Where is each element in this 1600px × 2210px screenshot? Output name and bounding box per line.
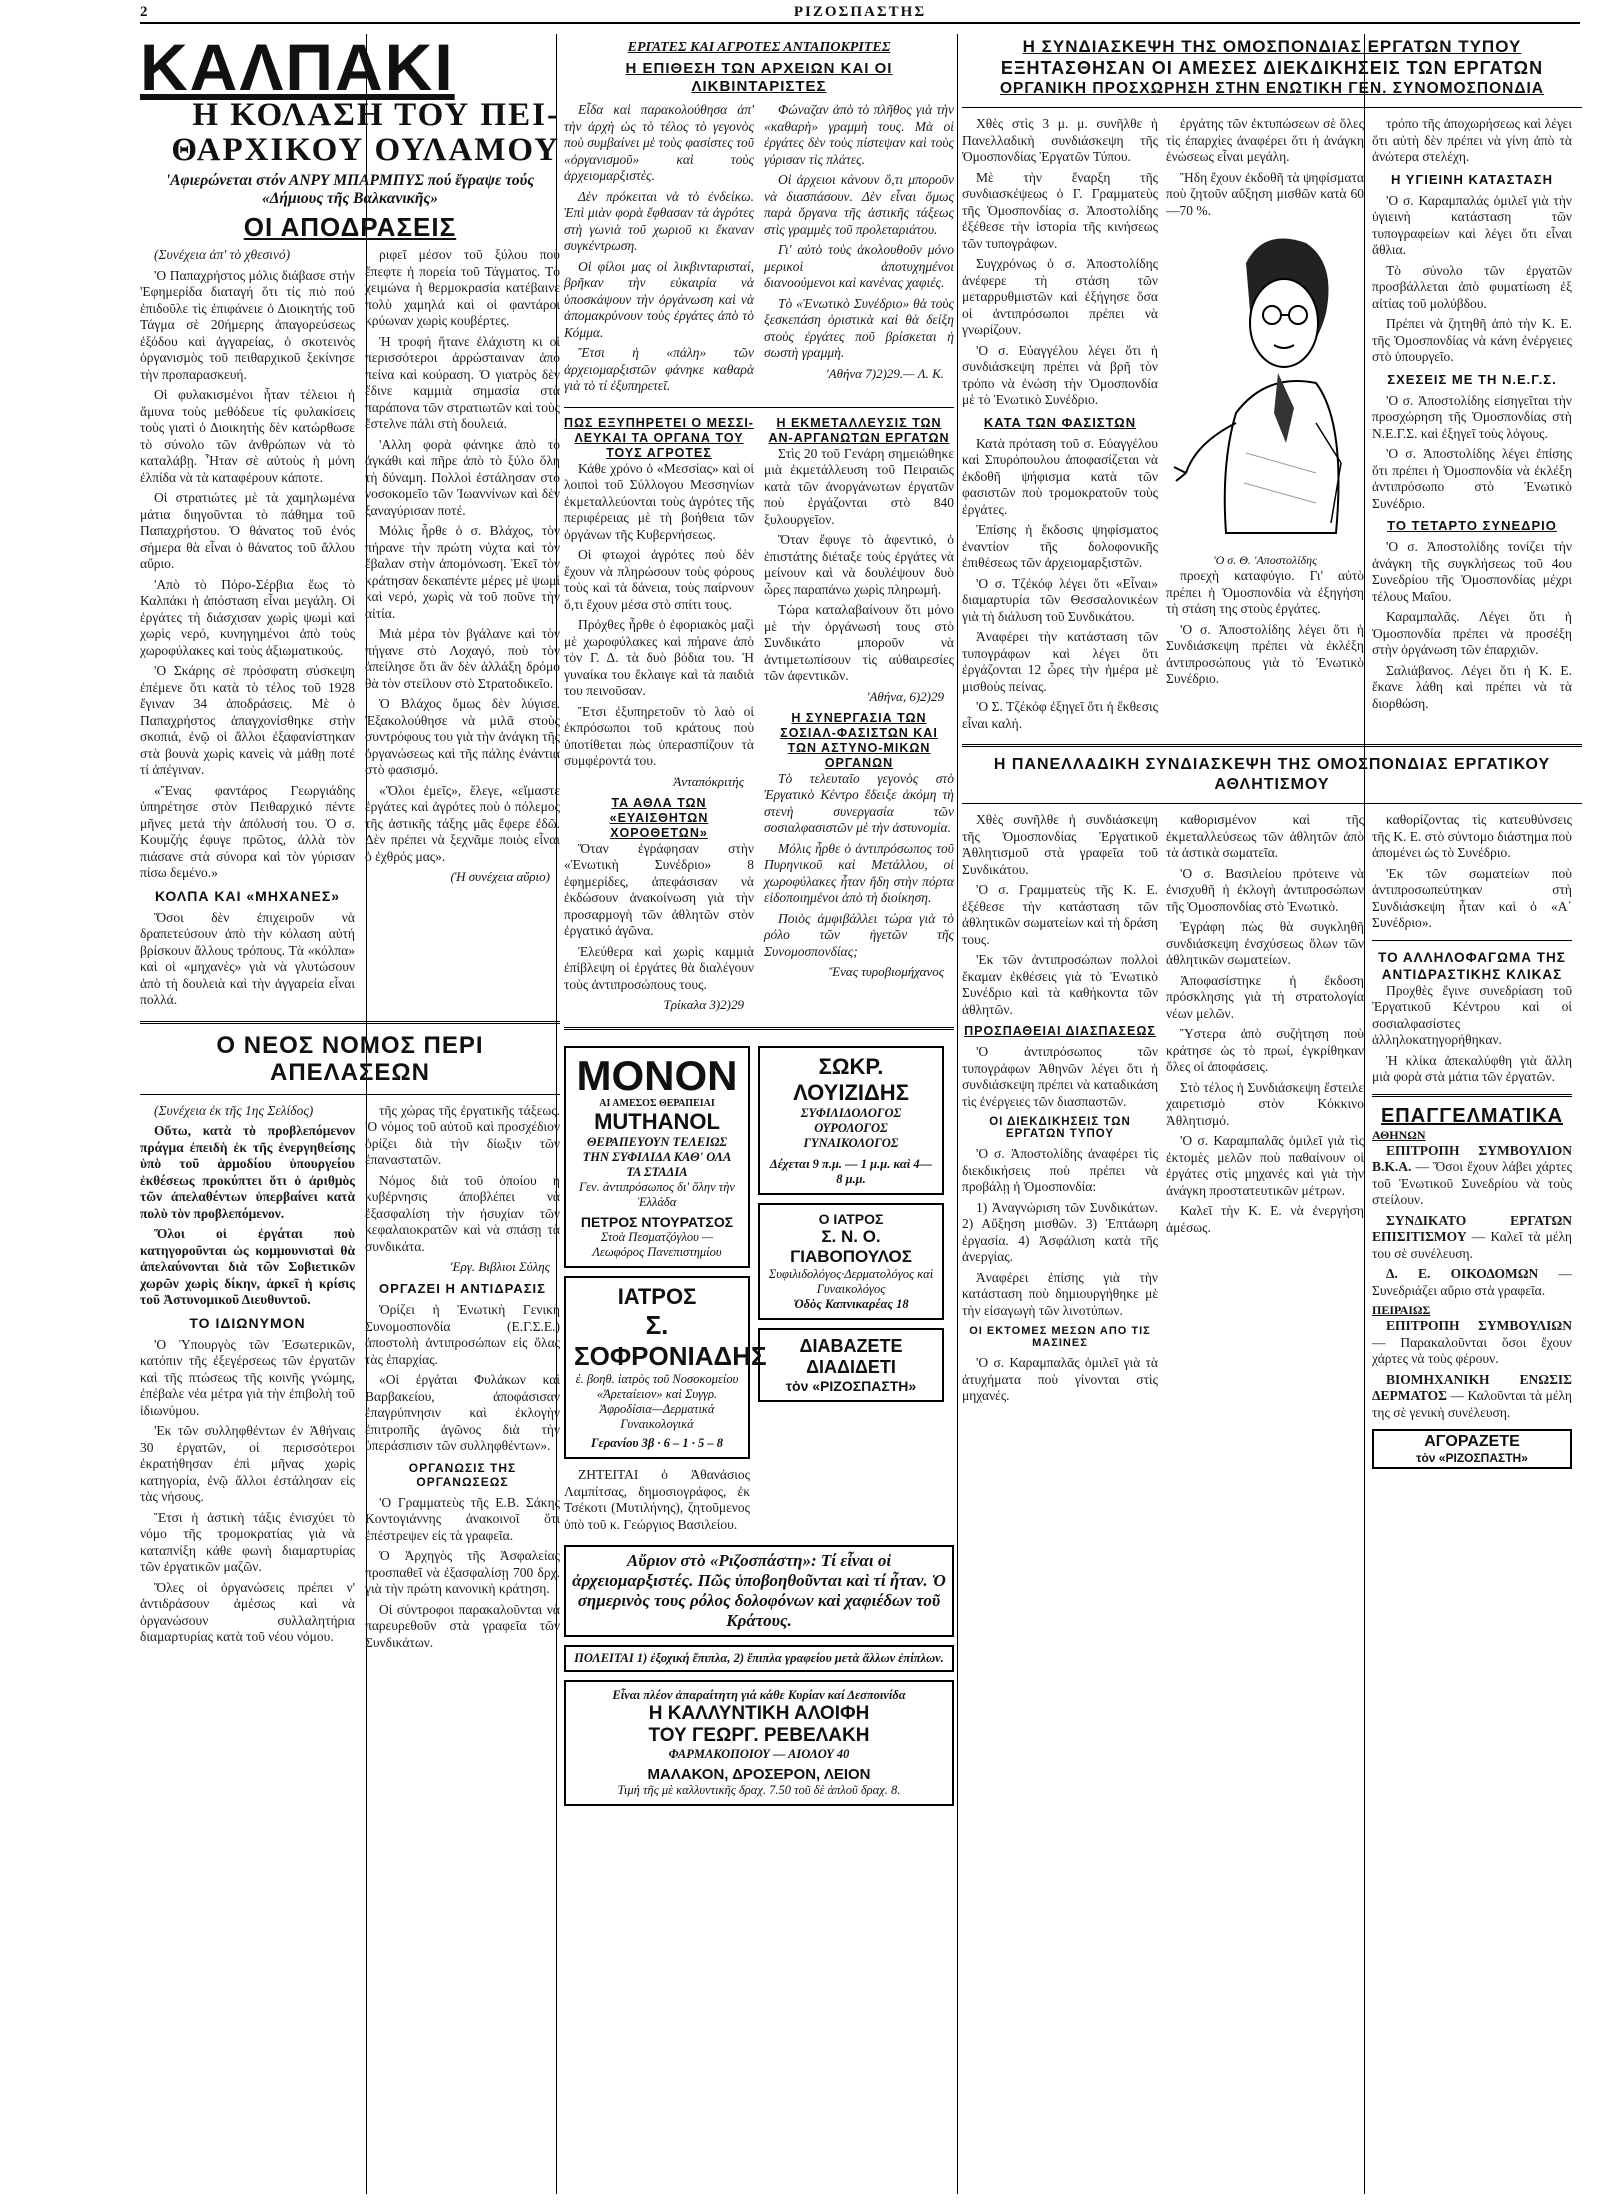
- pro-item-2: ΣΥΝΔΙΚΑΤΟ ΕΡΓΑΤΩΝ ΕΠΙΣΙΤΙΣΜΟΥ: [1372, 1212, 1572, 1244]
- ad-louizidis-hours: Δέχεται 9 π.μ. — 1 μ.μ. καὶ 4—8 μ.μ.: [769, 1157, 933, 1186]
- read-promo-1: ΔΙΑΒΑΖΕΤΕ: [799, 1336, 903, 1356]
- ad-louizidis-text: ΣΥΦΙΛΙΔΟΛΟΓΟΣ ΟΥΡΟΛΟΓΟΣ ΓΥΝΑΙΚΟΛΟΓΟΣ: [800, 1106, 902, 1150]
- ad-revelakis-sub: ΦΑΡΜΑΚΟΠΟΙΟΥ — ΑΙΟΛΟΥ 40: [668, 1747, 850, 1761]
- pro-item-3: Δ. Ε. ΟΙΚΟΔΟΜΩΝ: [1386, 1266, 1539, 1281]
- ad-revelakis-tag: ΜΑΛΑΚΟΝ, ΔΡΟΣΕΡΟΝ, ΛΕΙΟΝ: [647, 1766, 871, 1783]
- ads-subcol-right: [758, 1038, 944, 1537]
- serves-title: ΠΩΣ ΕΞΥΠΗΡΕΤΕΙ Ο ΜΕΣΣΙ-ΛΕΥΚΑΙ ΤΑ ΟΡΓΑΝΑ ΤΟΥ ΤΟΥΣ ΑΓΡΟΤΕΣ: [564, 415, 754, 460]
- portrait-cartoon: [1166, 223, 1362, 553]
- column-correspondents: [564, 36, 954, 2201]
- ad-muthanol-brand: MUTHANOL: [594, 1109, 720, 1134]
- dedication: 'Αφιερώνεται στόν ΑΝΡΥ ΜΠΑΡΜΠΥΣ πού ἔγραψε τούς «Δήμιους τῆς Βαλκανικῆς»: [165, 172, 535, 207]
- exploitation-title: Η ΕΚΜΕΤΑΛΛΕΥΣΙΣ ΤΩΝ ΑΝ-ΑΡΓΑΝΩΤΩΝ ΕΡΓΑΤΩΝ: [768, 415, 950, 445]
- continued-note: (Συνέχεια ἀπ' τὸ χθεσινό): [154, 247, 291, 262]
- ath-subcol-1: Χθὲς συνῆλθε ἡ συνδιάσκεψη τῆς Ὁμοσπονδίας Ἐργατικοῦ Ἀθλητισμοῦ στὰ γραφεῖα τοῦ Συνδικάτου. 'Ο σ. Γραμματεὺς τῆς Κ. Ε. ἐξέθεσε τὴν κατάσταση τῶν ἀθλητικῶν σωματείων καὶ τὴ δράση τους. 'Εκ τῶν ἀντιπροσώπων πολλοὶ ἔκαμαν ἐκθέσεις γιὰ τὸ Ἑνωτικὸ Συνέδριο καὶ τὰ καθήκοντα τῶν ἀθλητῶν. ΠΡΟΣΠΑΘΕΙΑΙ ΔΙΑΣΠΑΣΕΩΣ 'Ο ἀντιπρόσωπος τῶν τυπογράφων Ἀθηνῶν λέγει ὅτι ἡ συνδιάσκεψη πρέπει νὰ καταδικάση τὶς ἐνέργειες τῶν διασπαστῶν. ΟΙ ΔΙΕΚΔΙΚΗΣΕΙΣ ΤΩΝ ΕΡΓΑΤΩΝ ΤΥΠΟΥ 'Ο σ. Ἀποστολίδης ἀναφέρει τὶς διεκδικήσεις ποὺ πρέπει νὰ προβάλῃ ἡ Ὁμοσπονδία: 1) Ἀναγνώριση τῶν Συνδικάτων. 2) Αὔξηση μισθῶν. 3) Ἑπτάωρη ἐργασία. 4) Ἀσφάλιση κατὰ τῆς ἀνεργίας. Ἀναφέρει ἐπίσης γιὰ τὴν κατάσταση ποὺ δημιουργήθηκε μὲ τὴν εἰσαγωγὴ τῶν λινοτύπων. ΟΙ ΕΚΤΟΜΕΣ ΜΕΣΩΝ ΑΠΟ ΤΙΣ ΜΑΣΙΝΕΣ 'Ο σ. Καραμπαλᾶς ὁμιλεῖ γιὰ τὰ ἀτυχήματα ποὺ γίνονται στὶς μηχανές.: [962, 812, 1158, 1403]
- read-promo: [758, 1328, 944, 1402]
- to-be-continued: (Ἡ συνέχεια αὔριο): [450, 869, 550, 884]
- conf-subcol-1: Χθὲς στὶς 3 μ. μ. συνῆλθε ἡ Πανελλαδικὴ συνδιάσκεψη τῆς Ὁμοσπονδίας Ἐργατῶν Τύπου. Μὲ τὴν ἔναρξη τῆς συνδιασκέψεως ὁ Γ. Γραμματεὺς τῆς Ὁμοσπονδίας σ. Ἀποστολίδης ἐξέθεσε τὴν ἱστορία τῆς κινήσεως τῶν τυπογράφων. Συγχρόνως ὁ σ. Ἀποστολίδης ἀνέφερε τὴ στάση τῶν μεταρρυθμιστῶν καὶ ἐξήγησε ὅσα οἱ ἀντιπρόσωποι πρέπει νὰ γνωρίζουν. 'Ο σ. Εὐαγγέλου λέγει ὅτι ἡ συνδιάσκεψη πρέπει νὰ βρῆ τὸν τρόπο νὰ ἐνώση τὴν Ὁμοσπονδία μὲ τὸ Ἑνωτικὸ Συνέδριο. ΚΑΤΑ ΤΩΝ ΦΑΣΙΣΤΩΝ Κατὰ πρόταση τοῦ σ. Εὐαγγέλου καὶ Σπυρόπουλου ἀποφασίζεται νὰ ἐκδοθῆ ψήφισμα κατὰ τῶν φασιστῶν ποὺ τρομοκρατοῦν τοὺς ἐργάτες. Ἐπίσης ἡ ἔκδοσις ψηφίσματος ἐναντίον τῆς δολοφονικῆς ἐπιθέσεως τῶν ἀρχειομαρξιστῶν. 'Ο σ. Τζέκόφ λέγει ὅτι «Εἶναι» διαμαρτυρία τῶν Θεσσαλονικέων γιὰ τὴ διάλυση τοῦ Συνδικάτου. Ἀναφέρει τὴν κατάσταση τῶν τυπογράφων καὶ λέγει ὅτι ἐργάζονται 12 ὧρες τὴν ἡμέρα μὲ μισθοὺς πείνας. 'Ο Σ. Τζέκόφ ἐξηγεῖ ὅτι ἡ ἔκθεσις εἶναι καλή.: [962, 116, 1158, 731]
- law-subtitle: ΤΟ ΙΔΙΩΝΥΜΟΝ: [189, 1314, 306, 1331]
- kalpaki-subcol-right: ριφεῖ μέσον τοῦ ξύλου ποὺ ἔπεφτε ἡ πορεία τοῦ Τάγματος. Τὸ χειμώνα ἡ θερμοκρασία κατέβαινε πολὺ χαμηλά καὶ οἱ φαντάροι κρύωναν χωρὶς κουβέρτες. Ἡ τροφή ἤτανε ἐλάχιστη κι οἱ περισσότεροι ἀρρώσταιναν ἀπὸ πείνα καὶ κούραση. Ὁ γιατρὸς δὲν ἔδινε καμμιὰ σημασία στὰ παράπονα τῶν στρατιωτῶν καὶ τοὺς ἔστελνε πάλι στὴ δουλειά. 'Αλλη φορὰ φάνηκε ἀπὸ τὸ ἀγκάθι καὶ πῆρε ἀπὸ τὸ ξύλο ὅλη τὴ δύναμη. Πολλοὶ ἐστάλησαν στὸ νοσοκομεῖο τῶν Ἰωαννίνων καὶ δὲν ξαναγύρισαν ποτέ. Μόλις ἦρθε ὁ σ. Βλάχος, τὸν πήρανε τὴν πρώτη νύχτα καὶ τὸν ἔβαλαν στὴν ἀπομόνωση. Ἐκεῖ τὸν κράτησαν δεκαπέντε μέρες μὲ ψωμὶ καὶ νερό, χωρὶς νὰ τοῦ ποῦνε τὴν αἰτία. Μιὰ μέρα τὸν βγάλανε καὶ τὸν πήγανε στὸ Λοχαγό, ποὺ τὸν ἀπείλησε ὅτι ἂν δὲν ἀλλάξη δρόμο θὰ τὸν στείλουν στὸ Στρατοδικεῖο. Ὁ Βλάχος ὅμως δὲν λύγισε. Ἐξακολούθησε νὰ μιλᾶ στοὺς συντρόφους του γιὰ τὴν ἀνάγκη τῆς ὀργανώσεως καὶ τῆς πάλης ἐνάντια στὸ φασισμό. «Ὅλοι ἐμεῖς», ἔλεγε, «εἴμαστε ἐργάτες καὶ ἀγρότες ποὺ ὁ πόλεμος τῆς ἀστικῆς τάξης μᾶς ἔφερε ἐδῶ. Δὲν πρέπει νὰ ξεχνᾶμε ποιὸς εἶναι ὁ ἐχθρός μας». (Ἡ συνέχεια αὔριο): [365, 247, 560, 884]
- corr2-subcol-right: Η ΕΚΜΕΤΑΛΛΕΥΣΙΣ ΤΩΝ ΑΝ-ΑΡΓΑΝΩΤΩΝ ΕΡΓΑΤΩΝ Στὶς 20 τοῦ Γενάρη σημειώθηκε μιὰ ἐκμετάλλευση τοῦ Πειραιῶς κατὰ τῶν ἀνοργάνωτων ἐργατῶν ποὺ ἐργάζονται στὸ 840 ξυλουργεῖον. Ὅταν ἔφυγε τὸ ἀφεντικό, ὁ ἐπιστάτης διέταξε τοὺς ἐργάτες νὰ μείνουν καὶ νὰ δουλέψουν δυὸ ὧρες παραπάνω χωρὶς πληρωμή. Τώρα καταλαβαίνουν ὅτι μόνο μὲ τὴν ὀργάνωσή τους στὸ Συνδικάτο μποροῦν νὰ ἀντιμετωπίσουν τὶς αὐθαιρεσίες τῶν ἀφεντικῶν. 'Αθήνα, 6)2)29 Η ΣΥΝΕΡΓΑΣΙΑ ΤΩΝ ΣΟΣΙΑΛ-ΦΑΣΙΣΤΩΝ ΚΑΙ ΤΩΝ ΑΣΤΥΝΟ-ΜΙΚΩΝ ΟΡΓΑΝΩΝ Τὸ τελευταῖο γεγονὸς στὸ Ἐργατικὸ Κέντρο ἔδειξε ἀκόμη τὴ στενὴ συνεργασία τῶν σοσιαλφασιστῶν μὲ τὴν ἀστυνομία. Μόλις ἦρθε ὁ ἀντιπρόσωπος τοῦ Πυρηνικοῦ καὶ Μετάλλου, οἱ χωροφύλακες ἦταν ἤδη στὴν πόρτα εἰδοποιημένοι ἀπὸ τὴ διοίκηση. Ποιὸς ἀμφιβάλλει τώρα γιὰ τὸ ρόλο τῶν ἡγετῶν τῆς Συνομοσπονδίας; Ἕνας τυροβιομήχανος: [764, 415, 954, 979]
- demands-title: ΟΙ ΔΙΕΚΔΙΚΗΣΕΙΣ ΤΩΝ ΕΡΓΑΤΩΝ ΤΥΠΟΥ: [989, 1116, 1131, 1140]
- buy-promo: [1372, 1429, 1572, 1469]
- law-subcol-right: τῆς χώρας τῆς ἐργατικῆς τάξεως. 'Ο νόμος τοῦ αὐτοῦ καὶ προσχέδιον ὁρίζει διὰ τὴν δίωξιν τῶν ἐπαναστατῶν. Νόμος διὰ τοῦ ὁποίου ἡ κυβέρνησις ἀποβλέπει νὰ ἐξασφαλίση τὴν ἡσυχίαν τῶν κεφαλαιοκρατῶν καὶ νὰ σπάσῃ τὰ συνδικάτα. 'Εργ. Βιβλιοι Σύλης ΟΡΓΑΖΕΙ Η ΑΝΤΙΔΡΑΣΙΣ Ὁρίζει ἡ Ἐνωτικὴ Γενικὴ Συνομοσπονδία (Ε.Γ.Σ.Ε.) ἀποστολὴ ἀντιπροσώπων εἰς ὅλας τὰς ἐπαρχίας. «Οἱ ἐργάται Φυλάκων καὶ Βαρβακείου, ἀποφάσισαν ἐπαγρύπνησιν καὶ ἐκλογὴν ἐπιτροπῆς ἀγῶνος διὰ τὴν ὑπεράσπισιν τῶν συλληφθέντων». ΟΡΓΑΝΩΣΙΣ ΤΗΣ ΟΡΓΑΝΩΣΕΩΣ 'Ο Γραμματεὺς τῆς Ε.Β. Σάκης Κοντογιάννης ἀνακοινοῖ ὅτι ἐπέστρεψεν εἰς τὰ γραφεῖα. Ὁ Ἀρχηγὸς τῆς Ἀσφαλείας προσπαθεῖ νὰ ἐξασφαλίσῃ 700 δρχ. γιὰ τὴν πρώτη κανονικὴ κράτηση. Οἱ σύντροφοι παρακαλοῦνται νὰ παρευρεθοῦν στὰ γραφεῖα τῶν Συνδικάτων.: [365, 1102, 560, 1650]
- pro-athens: ΑΘΗΝΩΝ: [1372, 1127, 1426, 1142]
- conf-subcol-3: τρόπο τῆς ἀποχωρήσεως καὶ λέγει ὅτι αὐτὴ δὲν πρέπει νὰ γίνη ἀπὸ τὰ ἀνώτερα στελέχη. Η ΥΓΙΕΙΝΗ ΚΑΤΑΣΤΑΣΗ 'Ο σ. Καραμπαλάς ὁμιλεῖ γιὰ τὴν ὑγιεινὴ κατάσταση τῶν τυπογραφείων καὶ λέγει ὅτι εἶναι ἄθλια. Τὸ σύνολο τῶν ἐργατῶν προσβάλλεται ἀπὸ φυματίωση ἐξ αἰτίας τοῦ μολύβδου. Πρέπει νὰ ζητηθῆ ἀπὸ τὴν Κ. Ε. τῆς Ὁμοσπονδίας νὰ κάνη ἐνέργειες στὸ ὑπουργεῖο. ΣΧΕΣΕΙΣ ΜΕ ΤΗ Ν.Ε.Γ.Σ. 'Ο σ. Ἀποστολίδης εἰσηγεῖται τὴν προσχώρηση τῆς Ὁμοσπονδίας στὴ Ν.Ε.Γ.Σ. καὶ ἐξηγεῖ τοὺς λόγους. 'Ο σ. Ἀποστολίδης λέγει ἐπίσης ὅτι πρέπει ἡ Ὁμοσπονδία νὰ ἐκλέξη ἀντιπρόσωπο στὸ Ἑνωτικὸ Συνέδριο. ΤΟ ΤΕΤΑΡΤΟ ΣΥΝΕΔΡΙΟ 'Ο σ. Ἀποστολίδης τονίζει τὴν ἀνάγκη τῆς συγκλήσεως τοῦ 4ου Συνεδρίου τῆς Ὁμοσπονδίας μέχρι τέλους Μαΐου. Καραμπαλᾶς. Λέγει ὅτι ἡ Ὁμοσπονδία πρέπει νὰ προσέξη στὴν ὀργάνωση τῶν ἐπαρχιῶν. Σαλιάβανος. Λέγει ὅτι ἡ Κ. Ε. ἔκανε λάθη καὶ πρέπει νὰ τὰ διορθώση.: [1372, 116, 1572, 711]
- conference-headline-1: Η ΣΥΝΔΙΑΣΚΕΨΗ ΤΗΣ ΟΜΟΣΠΟΝΔΙΑΣ ΕΡΓΑΤΩΝ ΤΥΠΟΥ: [1022, 37, 1522, 56]
- notice-text: ΠΟΛΕΙΤΑΙ 1) ἐξοχική ἔπιπλα, 2) ἔπιπλα γραφείου μετὰ ἄλλων ἐπίπλων.: [574, 1651, 944, 1665]
- serves-signature: Ἀνταπόκριτής: [673, 773, 744, 789]
- notice-box: [564, 1645, 954, 1672]
- conference-headline-3: ΟΡΓΑΝΙΚΗ ΠΡΟΣΧΩΡΗΣΗ ΣΤΗΝ ΕΝΩΤΙΚΗ ΓΕΝ. ΣΥΝΟΜΟΣΠΟΝΔΙΑ: [1000, 80, 1544, 97]
- ad-muthanol-head: ΜΟΝΟΝ: [576, 1052, 738, 1099]
- duty-title: ΤΟ ΑΛΛΗΛΟΦΑΓΩΜΑ ΤΗΣ ΑΝΤΙΔΡΑΣΤΙΚΗΣ ΚΛΙΚΑΣ: [1378, 949, 1566, 982]
- pro-item-1: ΕΠΙΤΡΟΠΗ ΣΥΜΒΟΥΛΙΟΝ Β.Κ.Α.: [1372, 1142, 1572, 1174]
- buy-promo-1: ΑΓΟΡΑΖΕΤΕ: [1424, 1433, 1520, 1450]
- ad-sofroniadis-name: Σ. ΣΟΦΡΟΝΙΑΔΗΣ: [574, 1310, 767, 1371]
- column-conference: [962, 36, 1582, 2201]
- conference-headline-2: ΕΞΗΤΑΣΘΗΣΑΝ ΟΙ ΑΜΕΣΕΣ ΔΙΕΚΔΙΚΗΣΕΙΣ ΤΩΝ ΕΡΓΑΤΩΝ: [1000, 58, 1544, 78]
- pro-piraeus: ΠΕΙΡΑΙΩΣ: [1372, 1303, 1431, 1317]
- relations-title: ΣΧΕΣΕΙΣ ΜΕ ΤΗ Ν.Ε.Γ.Σ.: [1387, 371, 1557, 387]
- wanted-notice: ΖΗΤΕΙΤΑΙ ὁ Ἀθανάσιος Λαμπίτσας, δημοσιογράφος, ἐκ Τσέκοτι (Μυτιλήνης), ζητοῦμενος ὑπὸ τοῦ κ. Γεώργιος Βασιλείου.: [564, 1467, 750, 1532]
- athletes-title: ΤΑ ΑΘΛΑ ΤΩΝ «ΕΥΑΙΣΘΗΤΩΝ ΧΟΡΟΘΕΤΩΝ»: [609, 795, 709, 840]
- ad-revelakis: [564, 1680, 954, 1806]
- corr2-subcol-left: ΠΩΣ ΕΞΥΠΗΡΕΤΕΙ Ο ΜΕΣΣΙ-ΛΕΥΚΑΙ ΤΑ ΟΡΓΑΝΑ ΤΟΥ ΤΟΥΣ ΑΓΡΟΤΕΣ Κάθε χρόνο ὁ «Μεσσίας» καὶ οἱ λοιποὶ τοῦ Σύλλογου Μεσσηνίων ἐκμεταλλεύονται τοὺς ἀγρότες τῆς περιφέρειας μὲ τὴ βοήθεια τῶν ὀργάνων τῆς Κυβερνήσεως. Οἱ φτωχοὶ ἀγρότες ποὺ δὲν ἔχουν νὰ πληρώσουν τοὺς φόρους τοὺς καὶ τὰ δάνεια, τοὺς παίρνουν ὅ,τι ἔχουν μέσα στὸ σπίτι τους. Πρόχθες ἦρθε ὁ ἐφοριακὸς μαζὶ μὲ χωροφύλακες καὶ πήρανε ἀπὸ τὸν Γ. Δ. τὰ δυὸ βόδια του. Ἡ γυναίκα του ἔκλαιγε καὶ τὰ παιδιὰ του πεινοῦσαν. Ἔτσι ἐξυπηρετοῦν τὸ λαὸ οἱ ἐκπρόσωποι τοῦ κράτους ποὺ ὑποτίθεται πὼς ὑπερασπίζουν τὰ συμφέροντά του. Ἀνταπόκριτής ΤΑ ΑΘΛΑ ΤΩΝ «ΕΥΑΙΣΘΗΤΩΝ ΧΟΡΟΘΕΤΩΝ» Ὅταν ἐγράφησαν στὴν «Ἑνωτικὴ Συνέδριο» 8 ἐφημερίδες, ἀπεφάσισαν νὰ ἐκδώσουν ἀνακοίνωση γιὰ τὴν προσαρμογὴ τῶν ἀθλητῶν στὸν ἐργατικό ἀγῶνα. Ἐλεύθερα καὶ χωρὶς καμμιὰ ἐπίβλεψη οἱ ἐργάτες θὰ διαλέγουν τοὺς ἀντιπροσώπους τους. Τρίκαλα 3)2)29: [564, 415, 754, 1012]
- buy-promo-2: τὸν «ΡΙΖΟΣΠΑΣΤΗ»: [1416, 1451, 1528, 1465]
- ad-sofroniadis: [564, 1276, 767, 1459]
- ad-giavopoulos-text: Συφιλιδολόγος·Δερματολόγος καὶ Γυναικολόγος: [768, 1267, 934, 1296]
- ad-muthanol-addr: Στοὰ Πεσματζόγλου — Λεωφόρος Πανεπιστημίου: [592, 1230, 722, 1259]
- pro-item-4: ΕΠΙΤΡΟΠΗ ΣΥΜΒΟΥΛΙΩΝ: [1386, 1318, 1572, 1333]
- kalpaki-subcol-left: (Συνέχεια ἀπ' τὸ χθεσινό) 'Ο Παπαχρήστος μόλις διάβασε στήν 'Εφημερίδα διαταγή ὅτι τίς πιὸ πού ἐπιδοῦλε τὶς ἐπιφάνειε ὁ Διοικητής τοῦ Τάγμα σὲ 20ήμερης ἀπαγορεύσεως ἐξόδου καὶ ἀγγαρείας, ὁ σκοτεινὸς ὀργανισμὸς τοῦ πειθαρχικοῦ ξεκίνησε τὴν προπαρασκευή. Οἱ φυλακισμένοι ἦταν τέλειοι ἡ ἄμυνα τοὺς μεθόδευε τίς φυλακίσεις τοὺς γιατὶ ὁ Διοικητὴς δὲν κατώρθωσε τὸ σύνολο τῶν ἀνθρώπων νὰ τὸ καταλάβῃ. Ἦταν σὲ αὐτοὺς ἡ μόνη ἐλπίδα νὰ τὰ καταφέρουν κάποτε. Οἱ στρατιώτες μὲ τὰ χαμηλωμένα μάτια διηγοῦνται τὸ πάθημα τοῦ Παπαχρήστου. Ὁ θάνατος τοῦ ἐνός σήμερα θὰ εἶναι ὁ θάνατος τοῦ ἄλλου αὔριο. 'Απὸ τὸ Πόρο-Σέρβια ἕως τὸ Καλπάκι ἡ ἀπόσταση εἶναι μεγάλη. Οἱ ἐργάτες τὴ διάσχισαν χωρὶς ψωμὶ καὶ χωρὶς νερό, κυνηγημένοι ἀπὸ τοὺς χωροφύλακες καὶ τοὺς ἀξιωματικούς. 'Ο Σκάρης σὲ πρόσφατη σύσκεψη ἐπέμενε ὅτι κατὰ τὸ τέλος τοῦ 1928 ἔγιναν 34 ἀποδράσεις. Μὲ ὁ Παπαχρήστος ἀπαγχονίσθηκε στὴν σκοπιά, ἐνῷ οἱ ἄλλοι ἐξαφανίστηκαν στὰ βουνὰ χωρὶς κανεὶς νὰ μάθῃ ποτέ τί ἀπέγιναν. «Ἔνας φαντάρος Γεωργιάδης ὑπηρέτησε στὸν Πειθαρχικό πέντε μῆνες μετά τὴν ἀπόλυσή του. Ὁ σ. Κουμζής ἐφυγε πρῶτος, ἀλλὰ τὸν πιάσανε στὰ σύνορα καὶ τὸν γύρισαν πίσω δεμένο.» ΚΟΛΠΑ ΚΑΙ «ΜΗΧΑΝΕΣ» Ὅσοι δὲν ἐπιχειροῦν νὰ δραπετεύσουν ἀπὸ τὴν κόλαση αὐτή βρίσκουν ἄλλους τρόπους. Τὰ «κόλπα» καὶ οἱ «μηχανὲς» γιὰ νὰ γλυτώσουν ἀπὸ τὴ δουλειὰ καὶ τὴν ἀγγαρεία εἶναι πολλά.: [140, 247, 355, 1007]
- athletes-signature: Τρίκαλα 3)2)29: [663, 997, 744, 1012]
- page-number: 2: [140, 4, 148, 20]
- ad-giavopoulos-name: Σ. Ν. Ο. ΓΙΑΒΟΠΟΥΛΟΣ: [790, 1227, 912, 1266]
- archive-signature: 'Αθήνα 7)2)29.— Λ. Κ.: [825, 365, 944, 381]
- pro-title: ΕΠΑΓΓΕΛΜΑΤΙΚΑ: [1380, 1104, 1564, 1127]
- read-promo-2: ΔΙΑΔΙΔΕΤΙ: [806, 1357, 896, 1377]
- ad-revelakis-price: Τιμή τῆς μὲ καλλυντικῆς δραχ. 7.50 τοῦ δὲ ἁπλοῦ δραχ. 8.: [617, 1783, 901, 1797]
- orders-subtitle: ΟΡΓΑΝΩΣΙΣ ΤΗΣ ΟΡΓΑΝΩΣΕΩΣ: [408, 1460, 517, 1489]
- ad-giavopoulos-head: Ο ΙΑΤΡΟΣ: [818, 1211, 884, 1227]
- ad-muthanol-text: ΘΕΡΑΠΕΥΟΥΝ ΤΕΛΕΙΩΣ ΤΗΝ ΣΥΦΙΛΙΔΑ ΚΑΘ' ΟΛΑ ΤΑ ΣΤΑΔΙΑ: [582, 1135, 732, 1179]
- ad-muthanol: [564, 1046, 750, 1268]
- conf-subcol-2: ἐργάτης τῶν ἐκτυπώσεων σὲ ὅλες τὶς ἐπαρχίες ἀναφέρει ὅτι ἡ ἀνάγκη ἑνώσεως εἶναι μεγάλη. Ἤδη ἔχουν ἐκδοθῆ τὰ ψηφίσματα ποὺ ζητοῦν αὔξηση μισθῶν κατὰ 60—70 %. 'Ο σ. Θ. 'Αποστολίδης προεχὴ καταφύγιο. Γι' αὐτὸ πρέπει ἡ Ὁμοσπονδία νὰ ἐξηγήση τὴ στάση της στοὺς ἐργάτες. 'Ο σ. Ἀποστολίδης λέγει ὅτι ἡ Συνδιάσκεψη πρέπει νὰ ἐκλέξη ἀντιπροσώπους γιὰ τὸ Ἑνωτικὸ Συνέδριο.: [1166, 116, 1364, 686]
- paper-name: ΡΙΖΟΣΠΑΣΤΗΣ: [793, 4, 927, 20]
- section-tricks: ΚΟΛΠΑ ΚΑΙ «ΜΗΧΑΝΕΣ»: [154, 887, 341, 904]
- read-promo-3: τὸν «ΡΙΖΟΣΠΑΣΤΗ»: [785, 1378, 917, 1394]
- ad-giavopoulos: [758, 1203, 944, 1320]
- ads-subcol-left: [564, 1038, 767, 1537]
- ad-revelakis-head: Η ΚΑΛΛΥΝΤΙΚΗ ΑΛΟΙΦΗ: [648, 1703, 870, 1724]
- law-title: Ο ΝΕΟΣ ΝΟΜΟΣ ΠΕΡΙ ΑΠΕΛΑΣΕΩΝ: [216, 1031, 484, 1086]
- ad-revelakis-top: Εἶναι πλέον ἀπαραίτητη γιά κάθε Κυρίαν καί Δεσποινίδα: [612, 1688, 906, 1702]
- archive-title: Η ΕΠΙΘΕΣΗ ΤΩΝ ΑΡΧΕΙΩΝ ΚΑΙ ΟΙ ΛΙΚΒΙΝΤΑΡΙΣΤΕΣ: [625, 60, 893, 95]
- cooperation-signature: Ἕνας τυροβιομήχανος: [829, 964, 944, 979]
- hygiene-title: Η ΥΓΙΕΙΝΗ ΚΑΤΑΣΤΑΣΗ: [1391, 171, 1553, 187]
- law-note: (Συνέχεια ἐκ τῆς 1ης Σελίδος): [154, 1102, 314, 1118]
- orders-title: ΟΡΓΑΖΕΙ Η ΑΝΤΙΔΡΑΣΙΣ: [379, 1281, 546, 1296]
- athletics-title: Η ΠΑΝΕΛΛΑΔΙΚΗ ΣΥΝΔΙΑΣΚΕΨΗ ΤΗΣ ΟΜΟΣΠΟΝΔΙΑΣ ΕΡΓΑΤΙΚΟΥ ΑΘΛΗΤΙΣΜΟΥ: [993, 756, 1551, 793]
- fourth-title: ΤΟ ΤΕΤΑΡΤΟ ΣΥΝΕΔΡΙΟ: [1387, 518, 1557, 533]
- portrait-drawing: [1166, 223, 1362, 553]
- dissolution-title: ΠΡΟΣΠΑΘΕΙΑΙ ΔΙΑΣΠΑΣΕΩΣ: [964, 1024, 1156, 1038]
- ad-louizidis-head: ΣΩΚΡ. ΛΟΥΙΖΙΔΗΣ: [793, 1054, 909, 1105]
- section-escapes: ΟΙ ΑΠΟΔΡΑΣΕΙΣ: [243, 212, 457, 242]
- ath-subcol-3: καθορίζοντας τὶς κατευθύνσεις τῆς Κ. Ε. στὸ σύντομο διάστημα ποὺ ἀπομένει ὡς τὸ Συνέδριο. 'Εκ τῶν σωματείων ποὺ ἀντιπροσωπεύτηκαν στὴ Συνδιάσκεψη ἦταν καὶ ὁ «Α΄ Συνέδριο». ΤΟ ΑΛΛΗΛΟΦΑΓΩΜΑ ΤΗΣ ΑΝΤΙΔΡΑΣΤΙΚΗΣ ΚΛΙΚΑΣ Προχθὲς ἔγινε συνεδρίαση τοῦ Ἐργατικοῦ Κέντρου καὶ οἱ σοσιαλφασίστες ἀλληλοκατηγορήθηκαν. Ἡ κλίκα ἀπεκαλύφθη γιὰ ἄλλη μιὰ φορὰ στὰ μάτια τῶν ἐργατῶν. ΕΠΑΓΓΕΛΜΑΤΙΚΑ ΑΘΗΝΩΝ ΕΠΙΤΡΟΠΗ ΣΥΜΒΟΥΛΙΟΝ Β.Κ.Α. — Ὅσοι ἔχουν λάβει χάρτες τοῦ Ἑνωτικοῦ Συνεδρίου νὰ τοὺς στείλουν. ΣΥΝΔΙΚΑΤΟ ΕΡΓΑΤΩΝ ΕΠΙΣΙΤΙΣΜΟΥ — Καλεῖ τὰ μέλη του σὲ συνέλευση. Δ. Ε. ΟΙΚΟΔΟΜΩΝ — Συνεδριάζει αὔριο στὰ γραφεῖα. ΠΕΙΡΑΙΩΣ ΕΠΙΤΡΟΠΗ ΣΥΜΒΟΥΛΙΩΝ — Παρακαλοῦνται ὅσοι ἔχουν χάρτες νὰ τοὺς φέρουν. ΒΙΟΜΗΧΑΝΙΚΗ ΕΝΩΣΙΣ ΔΕΡΜΑΤΟΣ — Καλοῦνται τὰ μέλη της σὲ γενικὴ συνέλευση. ΑΓΟΡΑΖΕΤΕ τὸν «ΡΙΖΟΣΠΑΣΤΗ»: [1372, 812, 1572, 1477]
- exploitation-signature: 'Αθήνα, 6)2)29: [866, 688, 944, 704]
- ad-sofroniadis-head: ΙΑΤΡΟΣ: [617, 1284, 697, 1309]
- column-rule: [957, 34, 958, 2194]
- ad-sofroniadis-text: ἐ. βοηθ. ἰατρὸς τοῦ Νοσοκομείου «Ἀρεταίειον» καὶ Συγγρ. Ἀφροδίσια—Δερματικά Γυναικολογικά: [575, 1372, 739, 1431]
- law-subcol-left: (Συνέχεια ἐκ τῆς 1ης Σελίδος) Οὕτω, κατὰ τὸ προβλεπόμενον πράγμα ἐπειδὴ ἐκ τῆς ἐνεργηθείσης ὑπὸ τοῦ ἁρμοδίου ὑπουργείου ἐκθέσεως προκύπτει ὅτι ὁ ἀριθμὸς τῶν ἀπελαθέντων ὑπερβαίνει κατὰ πολὺ τὸν προβλεπόμενον. Ὅλοι οἱ ἐργάται ποὺ κατηγοροῦνται ὡς κομμουνισταὶ θὰ ἀπελαύνονται διὰ τῶν Σοβιετικῶν χωρῶν χωρὶς δίκην, ἀρκεῖ ἡ κρίσις τοῦ Ἀστυνομικοῦ Διευθυντοῦ. ΤΟ ΙΔΙΩΝΥΜΟΝ 'Ο Ὑπουργὸς τῶν Ἐσωτερικῶν, κατόπιν τῆς ἐξεγέρσεως τῶν ἐργατῶν καὶ τῆς πτώσεως τῆς κοινῆς γνώμης, ἐπέβαλε νέα μέτρα γιὰ τὴν ἐπιβολὴ τοῦ ἰδιωνύμου. 'Εκ τῶν συλληφθέντων ἐν Ἀθήναις 30 ἐργατῶν, οἱ περισσότεροι ἐκρατήθησαν ἐπὶ μῆνας χωρὶς κατηγορία, ἐνῷ ἄλλοι ἐστάλησαν εἰς τὰς νήσους. Ἔτσι ἡ ἀστικὴ τάξις ἐνισχύει τὸ νόμο τῆς τρομοκρατίας γιὰ νὰ καταπνίξη κάθε φωνὴ διαμαρτυρίας τῶν ἐργατικῶν μαζῶν. Ὅλες οἱ ὀργανώσεις πρέπει ν' ἀντιδράσουν ἀμέσως καὶ νὰ ὀργανώσουν συλλαλητήρια διαμαρτυρίας κατὰ τοῦ νέου νόμου.: [140, 1102, 355, 1644]
- corr-subcol-right: Φώναζαν ἀπὸ τὸ πλῆθος γιὰ τὴν «καθαρὴ» γραμμὴ τους. Μὰ οἱ ἐργάτες δὲν τοὺς πίστεψαν καὶ τοὺς γύρισαν τὶς πλάτες. Οἱ ἀρχειοι κάνουν ὅ,τι μποροῦν νὰ διασπάσουν. Δὲν εἶναι ὅμως παρὰ ὄργανα τῆς ἀστικῆς τάξεως στὶς γραμμὲς τοῦ προλεταριάτου. Γι' αὐτὸ τοὺς ἀκολουθοῦν μόνο μερικοὶ ἀποτυχημένοι διανοούμενοι καὶ κανένας χαφιές. Τὸ «Ἑνωτικὸ Συνέδριο» θὰ τοὺς ξεσκεπάση ὁριστικὰ καὶ θὰ δείξη στοὺς ἐργάτες ποῦ βρίσκεται ἡ σωστὴ γραμμὴ. 'Αθήνα 7)2)29.— Λ. Κ.: [764, 102, 954, 381]
- correspondents-kicker: ΕΡΓΑΤΕΣ ΚΑΙ ΑΓΡΟΤΕΣ ΑΝΤΑΠΟΚΡΙΤΕΣ: [627, 40, 891, 55]
- ad-sofroniadis-hours: Γερανίου 3β · 6 – 1 · 5 – 8: [591, 1436, 723, 1450]
- tomorrow-box: [564, 1545, 954, 1637]
- ad-louizidis: [758, 1046, 944, 1195]
- subheadline-1: Η ΚΟΛΑΣΗ ΤΟΥ ΠΕΙ-: [192, 97, 560, 133]
- law-signature: 'Εργ. Βιβλιοι Σύλης: [449, 1259, 550, 1274]
- portrait-caption: 'Ο σ. Θ. 'Αποστολίδης: [1213, 553, 1317, 567]
- masthead: [140, 4, 1580, 24]
- ad-giavopoulos-addr: Ὁδὸς Καπνικαρέας 18: [793, 1297, 909, 1311]
- ad-muthanol-info: Γεν. ἀντιπρόσωπος δι' ὅλην τὴν Ἑλλάδα: [579, 1180, 735, 1209]
- cooperation-title: Η ΣΥΝΕΡΓΑΣΙΑ ΤΩΝ ΣΟΣΙΑΛ-ΦΑΣΙΣΤΩΝ ΚΑΙ ΤΩΝ ΑΣΤΥΝΟ-ΜΙΚΩΝ ΟΡΓΑΝΩΝ: [780, 710, 938, 770]
- ad-muthanol-mid: ΑΙ ΑΜΕΣΟΣ ΘΕΡΑΠΕΙΑΙ: [599, 1098, 715, 1109]
- ad-muthanol-name: ΠΕΤΡΟΣ ΝΤΟΥΡΑΤΣΟΣ: [580, 1214, 734, 1230]
- pro-item-5: ΒΙΟΜΗΧΑΝΙΚΗ ΕΝΩΣΙΣ ΔΕΡΜΑΤΟΣ: [1372, 1371, 1572, 1403]
- fascists-title: ΚΑΤΑ ΤΩΝ ΦΑΣΙΣΤΩΝ: [983, 414, 1137, 430]
- column-kalpaki: [140, 36, 560, 2201]
- ath-subcol-2: καθορισμένον καὶ τῆς ἐκμεταλλεύσεως τῶν ἀθλητῶν ἀπὸ τὰ ἀστικὰ σωματεῖα. 'Ο σ. Βασιλείου πρότεινε νὰ ἐνισχυθῆ ἡ ἐκλογὴ ἀντιπροσώπων τῆς Ὁμοσπονδίας στὸ Ἑνωτικὸ. Ἐγράφη πὼς θὰ συγκληθῆ συνδιάσκεψη ἐνσχύσεως ὅλων τῶν ἀθλητικῶν σωματείων. Ἀποφασίστηκε ἡ ἔκδοση πρόσκλησης γιὰ τὴ στρατολογία νέων μελῶν. Ὕστερα ἀπὸ συζήτηση ποὺ κράτησε ὡς τὸ πρωί, ἐγκρίθηκαν ὅλες οἱ ἀποφάσεις. Στὸ τέλος ἡ Συνδιάσκεψη ἔστειλε χαιρετισμὸ στὸν Κόκκινο Ἀθλητισμό. 'Ο σ. Καραμπαλᾶς ὁμιλεῖ γιὰ τὶς ἐκτομὲς μελῶν ποὺ παθαίνουν οἱ ἐργάτες στὶς μηχανές καὶ γιὰ τὴν ἀνάγκη προστατευτικῶν μέτρων. Καλεῖ τὴν Κ. Ε. νὰ ἐνεργήση ἀμέσως.: [1166, 812, 1364, 1235]
- headline-kalpaki: ΚΑΛΠΑΚΙ: [140, 36, 455, 104]
- last-title: ΟΙ ΕΚΤΟΜΕΣ ΜΕΣΩΝ ΑΠΟ ΤΙΣ ΜΑΣΙΝΕΣ: [969, 1325, 1151, 1349]
- subheadline-2: ΘΑΡΧΙΚΟΥ ΟΥΛΑΜΟΥ: [171, 132, 560, 168]
- ad-revelakis-name: ΤΟΥ ΓΕΩΡΓ. ΡΕΒΕΛΑΚΗ: [648, 1725, 870, 1746]
- corr-subcol-left: Εἶδα καὶ παρακολούθησα ἀπ' τὴν ἀρχὴ ὡς τὸ τέλος τὸ γεγονὸς ποὺ συμβαίνει μὲ τοὺς φασίστες τοῦ «ὀργανισμοῦ» καὶ τοὺς ἀρχειομαρξιστὲς. Δὲν πρόκειται νὰ τὸ ἐνδείκω. Ἐπὶ μιὰν φορὰ ἔφθασαν τὰ ἀγρότες στὴ γωνιὰ τοῦ χωριοῦ κι ἔκαναν συγκέντρωση. Οἱ φίλοι μας οἱ λικβινταρισταί, βρῆκαν τὴν εὐκαιρία νὰ ὑποσκάψουν τὴν ὀργάνωση καὶ νὰ ἀπομακρύνουν τοὺς ἐργάτες ἀπὸ τὸ Κόμμα. Ἔτσι ἡ «πάλη» τῶν ἀρχειομαρξιστῶν φάνηκε καθαρὰ γιὰ τὸ τί ἐξυπηρετεῖ.: [564, 102, 754, 393]
- tomorrow-text: Αὔριον στὸ «Ριζοσπάστη»: Τί εἶναι οἱ ἀρχειομαρξιστές. Πῶς ὑποβοηθοῦνται καὶ τί ἦταν. Ὁ σημερινὸς τους ρόλος δολοφόνων καὶ χαφιέδων τοῦ Κράτους.: [572, 1551, 946, 1630]
